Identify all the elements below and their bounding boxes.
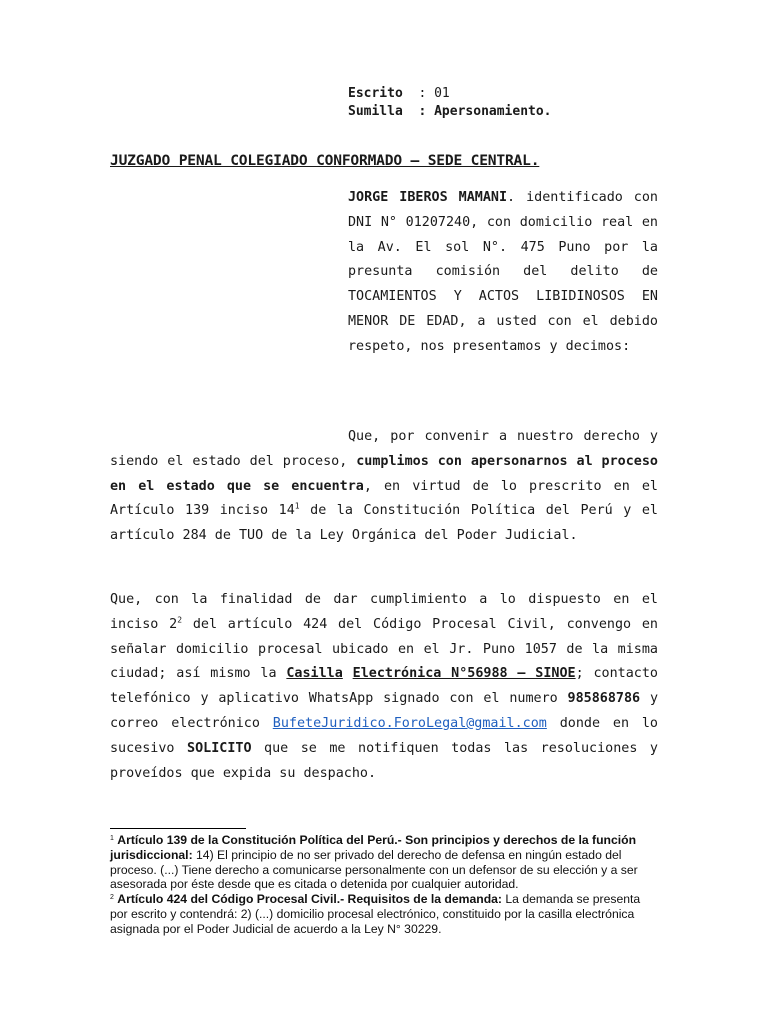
escrito-value: : 01 (418, 86, 450, 101)
solicito-keyword: SOLICITO (187, 740, 252, 756)
escrito-label: Escrito (348, 86, 403, 101)
footnote-1-marker: 1 (110, 835, 114, 842)
p1-text-1: Que, por convenir a nuestro derecho y siendo el estado del proceso, (110, 429, 658, 469)
p2-text-2: del artículo 424 del Código Procesal Civil, convengo en señalar domicilio procesal ubicado en el Jr. Puno 1057 de la misma ciudad; así mismo la (110, 616, 658, 682)
p2-text-5: donde en lo sucesivo (110, 715, 658, 756)
p2-text-4: y correo electrónico (110, 691, 659, 731)
p2-text-1: Que, con la finalidad de dar cumplimiento a lo dispuesto en el inciso 2 (110, 592, 658, 632)
p1-text-2: , en virtud de lo prescrito en el Artículo 139 inciso 14 (110, 478, 658, 519)
intro-text: . identificado con DNI N° 01207240, con domicilio real en la Av. El sol N°. 475 Puno por la presunta comisión del delito de TOCAMIENTOS Y ACTOS LIBIDINOSOS EN MENOR DE EDAD, a usted con el debido respeto, nos presentamos y decimos: (348, 190, 658, 354)
footnote-1-heading: Artículo 139 de la Constitución Política del Perú.- Son principios y derechos de la función jurisdiccional: (110, 833, 637, 862)
footnote-ref-2[interactable]: 2 (177, 615, 183, 625)
casilla-value: Electrónica N°56988 – SINOE (352, 666, 576, 682)
footnote-2-text: La demanda se presenta por escrito y contendrá: 2) (...) domicilio procesal electrónico, constituido por la casilla electrónica asignada por el Poder Judicial de acuerdo a la Ley N° 30229. (110, 892, 641, 936)
court-title: JUZGADO PENAL COLEGIADO CONFORMADO – SEDE CENTRAL. (110, 152, 540, 169)
p2-text-6: que se me notifiquen todas las resoluciones y proveídos que expida su despacho. (110, 740, 658, 781)
paragraph-apersonamiento (110, 425, 658, 549)
escrito-row (348, 85, 552, 103)
p2-text-3: ; contacto telefónico y aplicativo WhatsApp signado con el numero (110, 666, 658, 707)
sumilla-row (348, 103, 552, 121)
footnote-2-marker: 2 (110, 894, 114, 902)
footnote-1 (110, 833, 658, 892)
footnote-2-heading: Artículo 424 del Código Procesal Civil.- Requisitos de la demanda: (117, 892, 502, 907)
p1-bold-statement: cumplimos con apersonarnos al proceso en el estado que se encuentra (110, 453, 658, 494)
sumilla-value: : Apersonamiento. (418, 104, 552, 119)
sumilla-label: Sumilla (348, 104, 403, 119)
document-header (348, 85, 552, 121)
footnote-1-text: 14) El principio de no ser privado del derecho de defensa en ningún estado del proceso. (...) Tiene derecho a comunicarse personalmente con un defensor de su elección y a ser asesorada por éste desde que es citada o detenida por cualquier autoridad. (110, 847, 638, 892)
casilla-label: Casilla (286, 666, 343, 682)
intro-paragraph (348, 186, 658, 360)
footnote-divider (110, 828, 246, 829)
footnote-ref-1[interactable]: 1 (294, 501, 300, 511)
footnote-2 (110, 892, 658, 936)
phone-number: 985868786 (567, 691, 641, 707)
paragraph-domicilio (110, 588, 658, 786)
p1-text-3: de la Constitución Política del Perú y el artículo 284 de TUO de la Ley Orgánica del Poder Judicial. (110, 503, 658, 544)
footnotes (110, 833, 658, 937)
defendant-name: JORGE IBEROS MAMANI (348, 190, 508, 205)
email-link[interactable]: BufeteJuridico.ForoLegal@gmail.com (272, 715, 547, 731)
